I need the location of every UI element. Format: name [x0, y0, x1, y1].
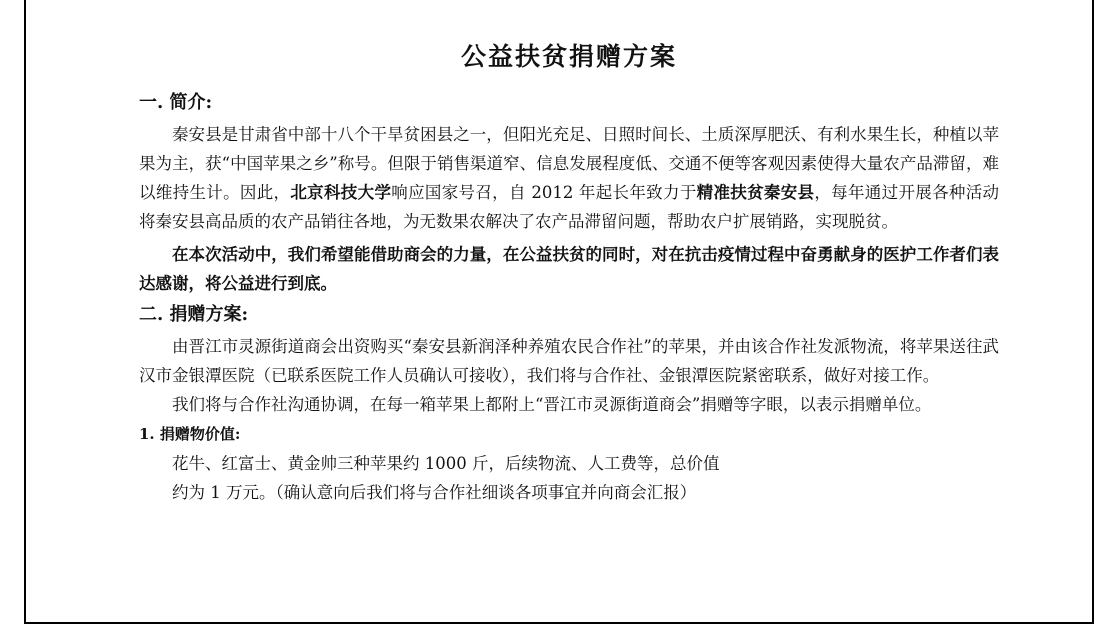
plan-paragraph-purchase: 由晋江市灵源街道商会出资购买“秦安县新润泽种养殖农民合作社”的苹果，并由该合作社发派物流，将苹果送往武汉市金银潭医院（已联系医院工作人员确认可接收），我们将与合作社、金银潭医院紧密联系，做好对接工作。	[139, 337, 999, 385]
document-content	[139, 38, 999, 507]
intro-text-e: ，每年通过开展各种活动将秦安县高品质的农产品销往各地，为无数果农解决了农产品滞留问题，帮助农户扩展销路，实现脱贫。	[139, 183, 1000, 231]
document-page	[24, 0, 1094, 624]
section-heading-plan: 二. 捐赠方案:	[139, 304, 249, 325]
intro-highlight-poverty: 精准扶贫秦安县	[696, 183, 815, 202]
plan-paragraph-labeling: 我们将与合作社沟通协调，在每一箱苹果上都附上“晋江市灵源街道商会”捐赠等字眼，以表示捐赠单位。	[172, 395, 932, 414]
donation-value-line-1: 花牛、红富士、黄金帅三种苹果约 1000 斤，后续物流、人工费等，总价值	[172, 454, 720, 473]
intro-goal-paragraph: 在本次活动中，我们希望能借助商会的力量，在公益扶贫的同时，对在抗击疫情过程中奋勇献身的医护工作者们表达感谢，将公益进行到底。	[139, 245, 999, 293]
section-heading-intro: 一. 简介:	[139, 92, 213, 113]
intro-highlight-university: 北京科技大学	[290, 183, 392, 202]
intro-text-c: 响应国家号召，自 2012 年起长年致力于	[391, 183, 697, 202]
item-heading-donation-value: 1. 捐赠物价值:	[139, 425, 241, 443]
intro-text-a: 秦安县是甘肃省中部十八个干旱贫困县之一，但阳光充足、日照时间长、土质深厚肥沃、有利水果生长，种植以苹果为主，获“中国苹果之乡”称号。但限于销售渠道窄、信息发展程度低、交通不便等客观因素使得大量农产品滞留，难以维持生计。因此，	[139, 125, 999, 202]
donation-value-line-2: 约为 1 万元。（确认意向后我们将与合作社细谈各项事宜并向商会汇报）	[172, 483, 697, 502]
intro-paragraph	[139, 120, 999, 236]
donation-value-paragraph	[139, 449, 999, 507]
document-title: 公益扶贫捐赠方案	[460, 42, 677, 71]
